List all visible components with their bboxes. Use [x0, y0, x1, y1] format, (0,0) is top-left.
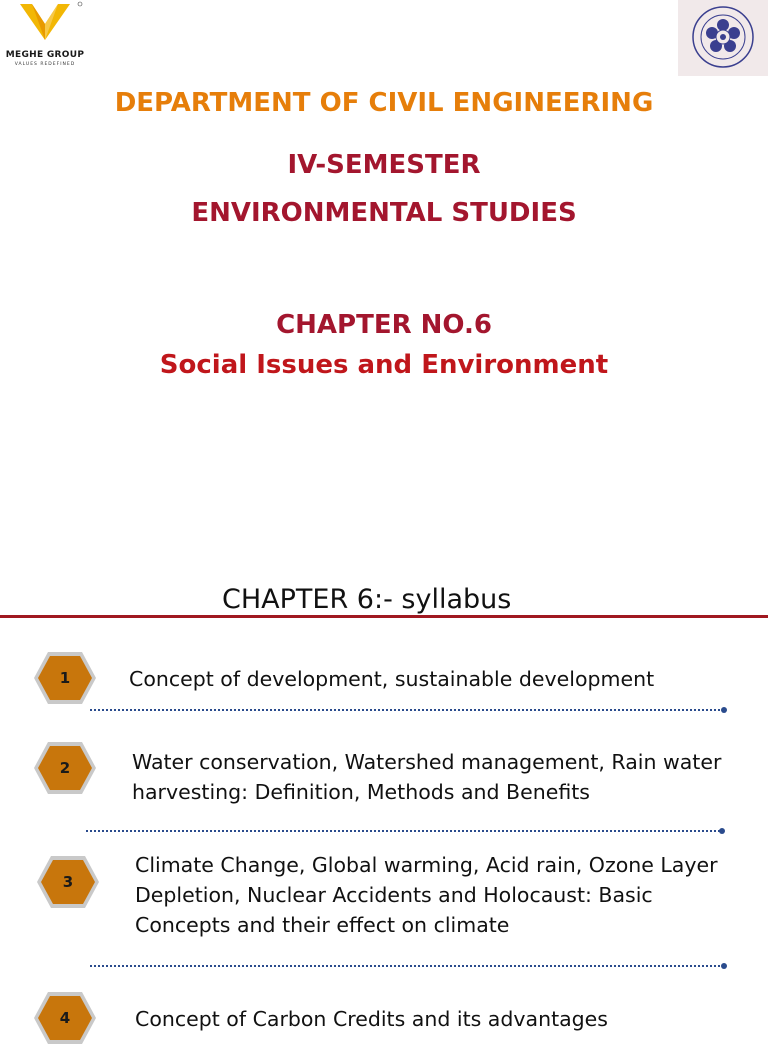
item-text	[129, 664, 654, 694]
meghe-group-logo	[0, 0, 90, 72]
item-number-badge	[32, 650, 98, 706]
item-text-line: Concept of Carbon Credits and its advantages	[135, 1007, 608, 1031]
syllabus-title: CHAPTER 6:- syllabus	[222, 584, 512, 615]
dotted-separator	[90, 962, 730, 970]
item-text	[135, 1004, 608, 1034]
item-text	[135, 850, 718, 940]
chapter-title: Social Issues and Environment	[159, 350, 609, 380]
title-rule	[0, 615, 768, 618]
item-text-line: harvesting: Definition, Methods and Benefits	[132, 780, 590, 804]
item-number: 3	[62, 873, 74, 891]
logo-tagline: VALUES REDEFINED	[14, 62, 76, 67]
department-heading: DEPARTMENT OF CIVIL ENGINEERING	[114, 88, 654, 118]
item-number-badge	[35, 854, 101, 910]
item-text-line: Water conservation, Watershed management, Rain water	[132, 750, 722, 774]
item-text-line: Climate Change, Global warming, Acid rain, Ozone Layer	[135, 853, 718, 877]
item-number: 2	[59, 759, 71, 777]
item-text-line: Concepts and their effect on climate	[135, 913, 510, 937]
dotted-separator	[90, 706, 730, 714]
chapter-number: CHAPTER NO.6	[276, 310, 492, 340]
item-number: 4	[59, 1009, 71, 1027]
logo-wordmark: MEGHE GROUP	[5, 50, 85, 60]
item-number: 1	[59, 669, 71, 687]
item-text-line: Concept of development, sustainable development	[129, 667, 655, 691]
syllabus-slide	[0, 580, 768, 1031]
institute-seal-logo	[678, 0, 768, 76]
item-text	[132, 747, 721, 807]
item-number-badge	[32, 740, 98, 796]
item-number-badge	[32, 990, 98, 1046]
dotted-separator	[86, 827, 730, 835]
subject-heading: ENVIRONMENTAL STUDIES	[191, 198, 577, 228]
item-text-line: Depletion, Nuclear Accidents and Holocaust: Basic	[135, 883, 653, 907]
semester-heading: IV-SEMESTER	[287, 150, 481, 180]
